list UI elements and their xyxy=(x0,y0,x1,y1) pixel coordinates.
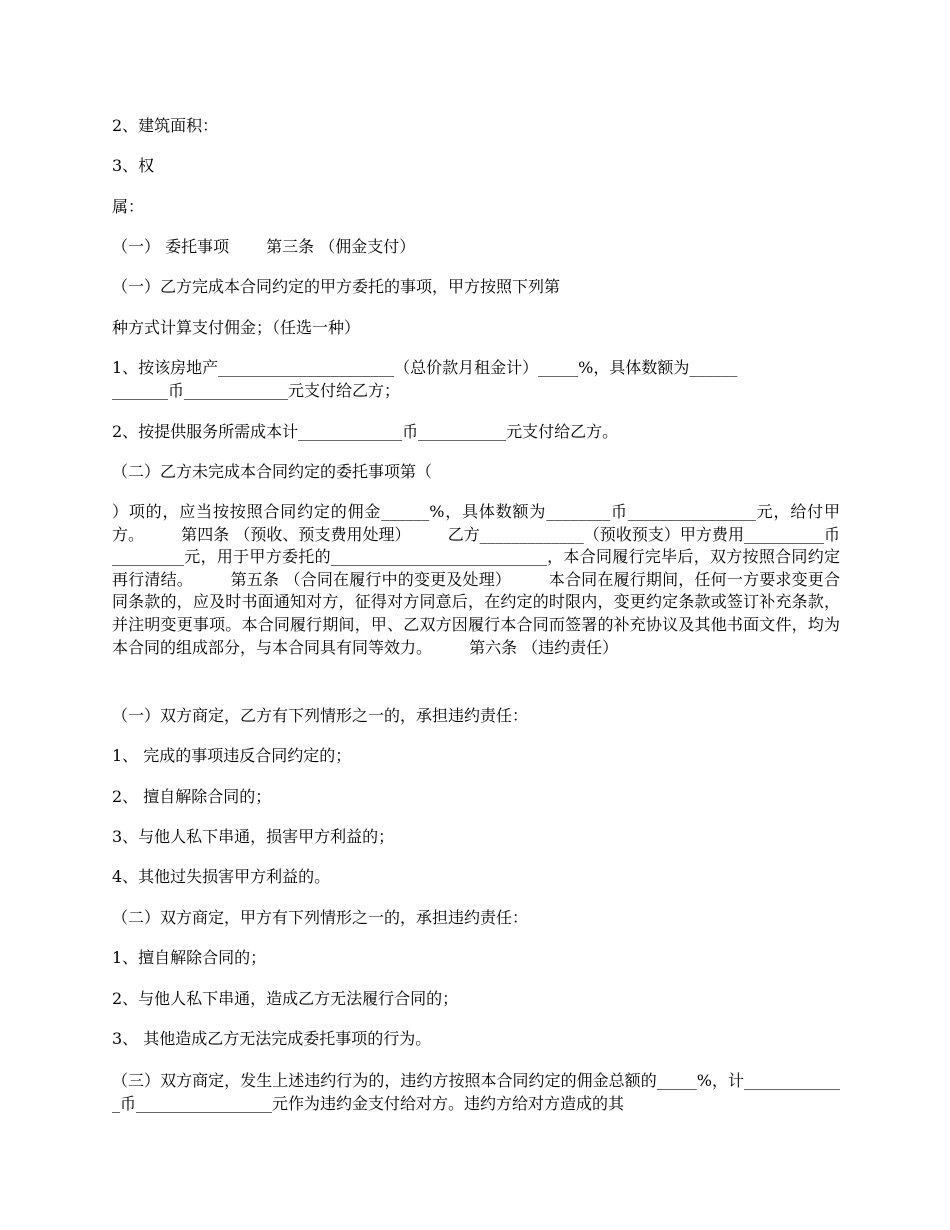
building-area-line: 2、建筑面积： xyxy=(112,116,219,135)
commission-option-2: 2、按提供服务所需成本计_____________币___________元支付给乙方。 xyxy=(112,422,619,441)
breach-b-item-3: 3、与他人私下串通，损害甲方利益的； xyxy=(112,827,395,846)
contract-body-paragraph: ）项的，应当按按照合同约定的佣金______%，具体数额为________币________________元，给付甲方。 第四条 （预收、预支费用处理） 乙方_____________（预收预支）甲方费用__________币_________元，用于甲方委托的___________________________，本合同履行完毕后，双方按照合同约定再行清结。 第五条 （合同在履行中的变更及处理） 本合同在履行期间，任何一方要求变更合同条款的，应及时书面通知对方，征得对方同意后，在约定的时限内，变更约定条款或签订补充条款，并注明变更事项。本合同履行期间，甲、乙双方因履行本合同而签署的补充协议及其他书面文件，均为本合同的组成部分，与本合同具有同等效力。 第六条 （违约责任） xyxy=(112,502,840,657)
ownership-line-part2: 属： xyxy=(112,197,145,216)
breach-a-item-2: 2、与他人私下串通，造成乙方无法履行合同的； xyxy=(112,989,459,1008)
breach-party-b-heading: （一）双方商定，乙方有下列情形之一的，承担违约责任： xyxy=(112,706,529,725)
commission-clause-1: （一）乙方完成本合同约定的甲方委托的事项，甲方按照下列第 xyxy=(112,277,561,296)
commission-option-1: 1、按该房地产______________________（总价款月租金计）_____%，具体数额为______ xyxy=(112,358,738,377)
ownership-line-part1: 3、权 xyxy=(112,156,155,175)
commission-clause-1-cont: 种方式计算支付佣金；（任选一种） xyxy=(112,318,361,337)
breach-a-item-1: 1、擅自解除合同的； xyxy=(112,948,267,967)
entrusted-matters-heading: （一） 委托事项 第三条 （佣金支付） xyxy=(112,237,416,256)
commission-option-1-cont: _______币_____________元支付给乙方； xyxy=(112,381,401,400)
breach-b-item-1: 1、 完成的事项违反合同约定的； xyxy=(112,746,352,765)
penalty-paragraph: （三）双方商定，发生上述违约行为的，违约方按照本合同约定的佣金总额的_____%，计_____________币_________________元作为违约金支付给对方。违约方给对方造成的其 xyxy=(112,1071,840,1113)
breach-party-a-heading: （二）双方商定，甲方有下列情形之一的，承担违约责任： xyxy=(112,908,529,927)
breach-b-item-4: 4、其他过失损害甲方利益的。 xyxy=(112,867,331,886)
breach-a-item-3: 3、 其他造成乙方无法完成委托事项的行为。 xyxy=(112,1029,432,1048)
incomplete-clause: （二）乙方未完成本合同约定的委托事项第（ xyxy=(112,462,433,481)
breach-b-item-2: 2、 擅自解除合同的； xyxy=(112,787,272,806)
